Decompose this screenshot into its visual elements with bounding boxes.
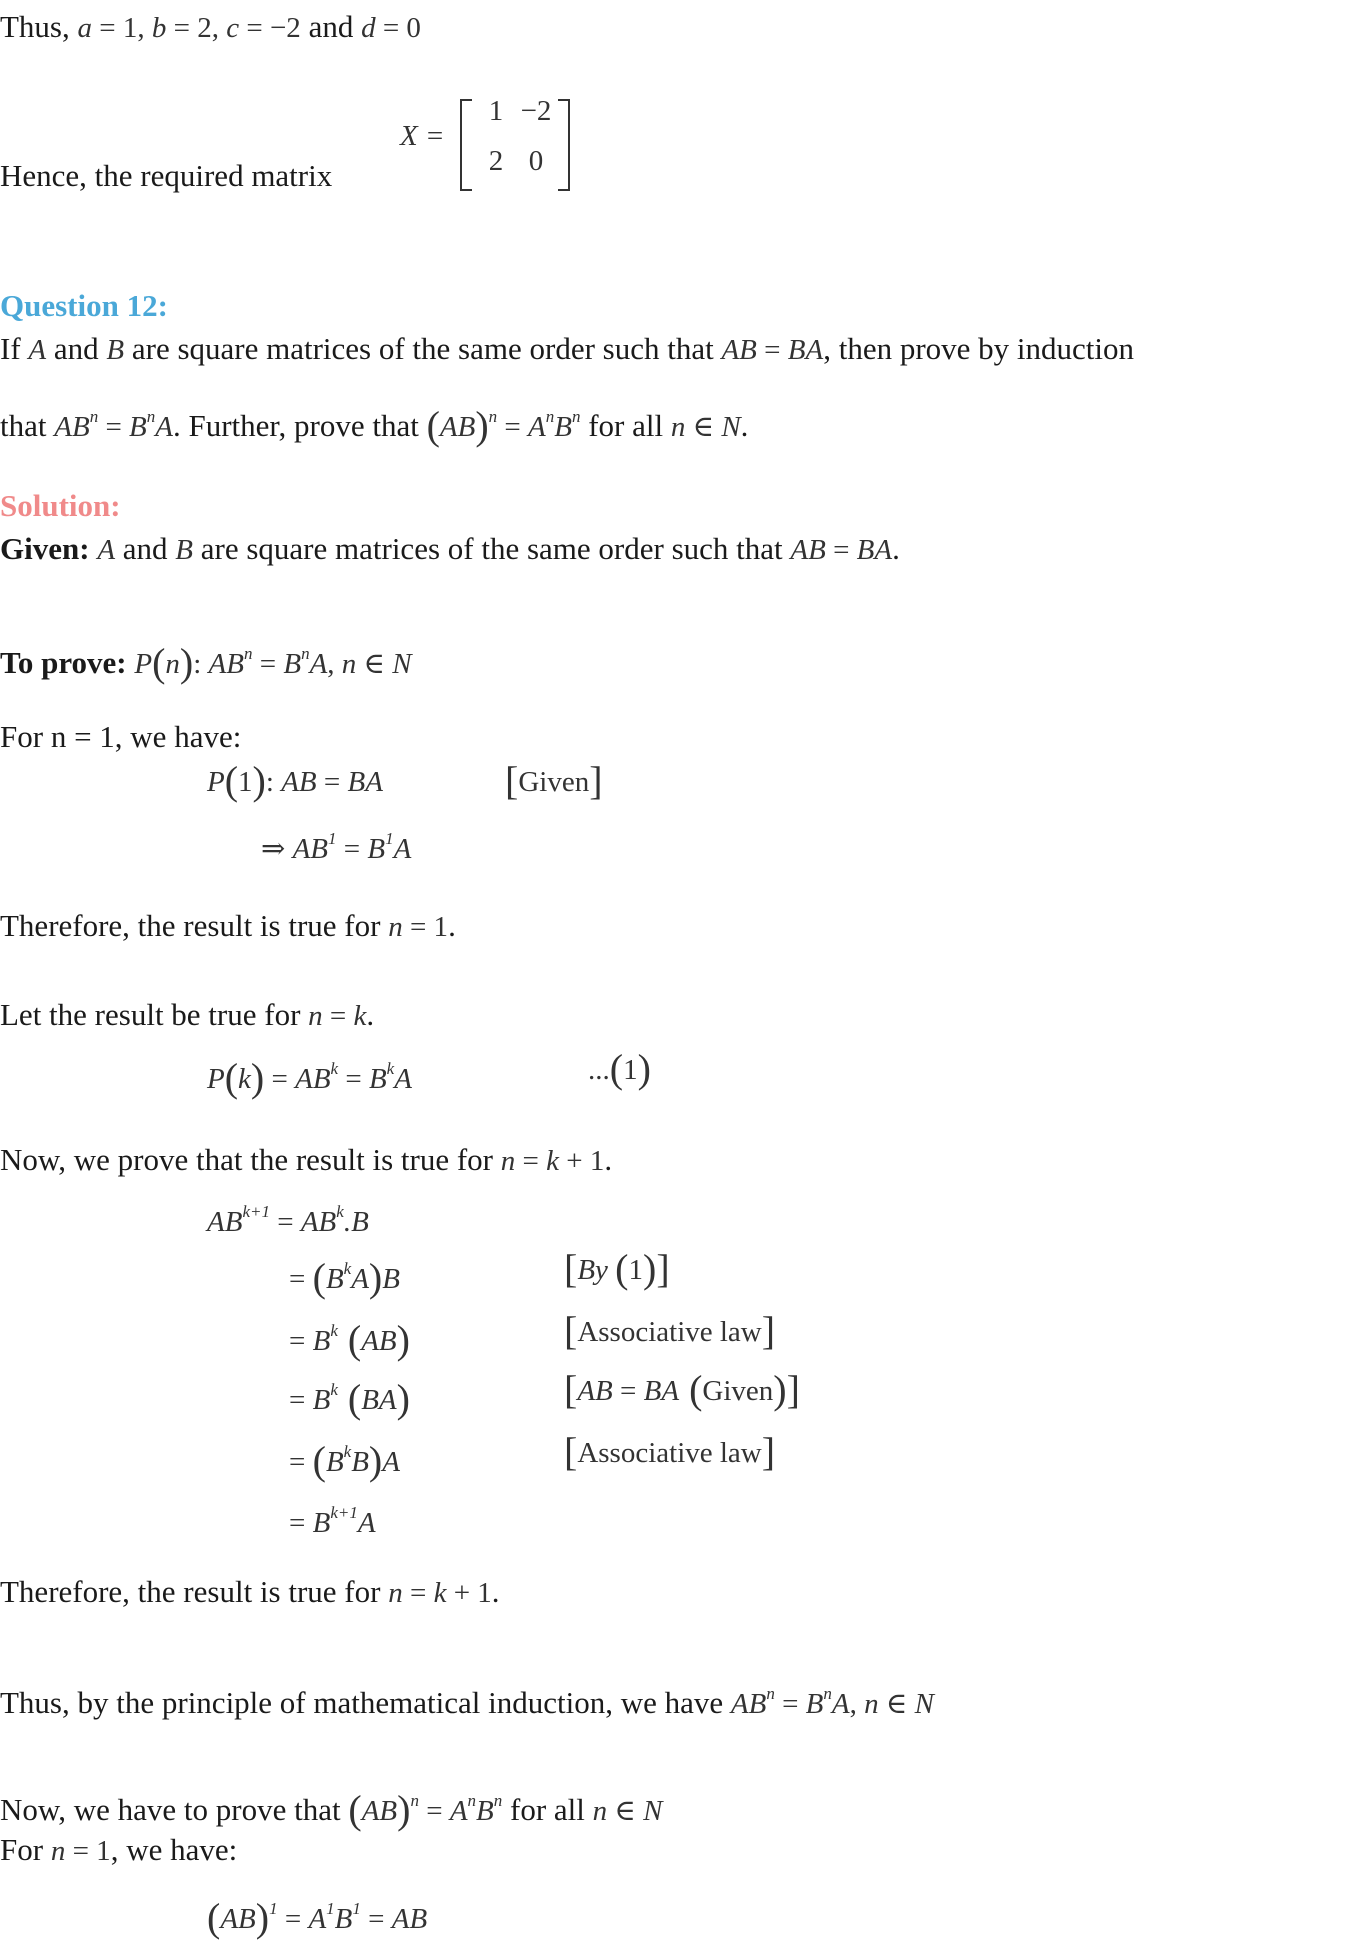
math-run: 1 [623,1054,638,1086]
math-run: AB [220,1903,256,1935]
text-run: Given: [0,531,98,566]
step-4 [289,1433,400,1481]
text-run: . [448,908,456,943]
second-for-n-1 [0,1831,237,1870]
assume-k [0,996,374,1035]
math-run: n [301,644,310,663]
math-run: ) [475,403,489,448]
math-run: ( [348,1787,362,1832]
text-run: , then prove by induction [823,331,1135,366]
math-run: N [392,648,412,680]
math-run: n [341,648,357,680]
math-run: B [312,1507,331,1539]
math-run: ) [368,1438,383,1483]
math-run: B [382,1263,400,1295]
math-run: = 1 [402,911,449,943]
math-run: ( [615,1246,629,1291]
step-3 [289,1371,410,1419]
math-run: n [146,407,156,426]
step-0 [207,1193,369,1241]
text-run: Thus, by the principle of mathematical induction, we have [0,1685,731,1720]
second-base [207,1890,427,1938]
math-run: n [500,1145,516,1177]
text-run: . [604,1142,613,1177]
math-run: k [330,1321,338,1340]
matrix-cell: −2 [520,95,552,127]
text-run: , we have: [110,1832,238,1867]
math-run: = [322,1000,354,1032]
math-run: B [175,534,194,566]
math-run: ] [761,1429,776,1474]
math-run: P [207,766,225,798]
reason-2 [564,1308,776,1353]
math-run: n [493,1791,503,1810]
math-run: n [592,1795,608,1827]
math-run: A [449,1795,468,1827]
math-run: n [823,1684,832,1703]
text-run: If [0,331,29,366]
math-run: n [545,407,555,426]
math-run: ( [337,1376,362,1421]
p1-reason [505,758,603,803]
prove-second [0,1782,662,1830]
math-run: ) [396,1376,410,1421]
math-run: = [418,1795,450,1827]
math-run: n [467,1791,477,1810]
math-run: k [343,1442,352,1461]
math-run: 1 [328,829,337,848]
p1-implies [261,820,411,868]
math-run: ∈ [685,411,722,443]
math-run: ] [656,1246,670,1291]
math-run: k [433,1577,447,1609]
question-line-1 [0,330,1134,369]
math-run: B [368,1063,387,1095]
pk-line [207,1050,412,1098]
text-run: Thus, [0,9,78,44]
matrix-cell: 2 [488,145,504,177]
math-run: AB [730,1688,767,1720]
math-run: ∈ [356,648,393,680]
given-line [0,530,900,569]
math-run: A [97,534,116,566]
text-run: . [366,997,375,1032]
true-for-k1 [0,1573,500,1612]
math-run: ... [588,1054,610,1086]
math-run: ] [589,758,603,803]
math-run: ( [312,1255,326,1300]
math-run: ) [255,1895,270,1940]
math-run: B [334,1903,353,1935]
text-run: for all [580,408,671,443]
reason-1 [564,1246,670,1291]
math-run: n [50,1835,66,1867]
matrix-cell: 0 [528,145,544,177]
text-run: For n = 1, we have: [0,719,242,754]
math-run: A [831,1688,850,1720]
math-run: + 1 [446,1577,492,1609]
math-run: = 1 [65,1835,111,1867]
math-run: n [388,1577,403,1609]
math-run: B [554,411,572,443]
math-run: ) [252,758,266,803]
for-n-1 [0,718,241,756]
math-run: A [357,1507,376,1539]
math-run: = [774,1688,806,1720]
math-run: 1 [385,829,394,848]
math-run: A [351,1263,369,1295]
math-run: B [351,1446,369,1478]
math-run: AB [361,1325,397,1357]
text-run: . [892,531,900,566]
question-heading [0,287,168,325]
text-run: To prove: [0,645,135,680]
math-run: [ [564,1246,578,1291]
math-run: ( [679,1367,703,1412]
math-run: = [316,766,348,798]
math-run: ) [643,1246,657,1291]
math-run: k [343,1259,352,1278]
math-run: AB [391,1903,428,1935]
math-run: k [238,1063,251,1095]
math-run: AB [721,334,757,366]
question-line-2 [0,398,748,446]
step-2 [289,1312,410,1360]
math-run: 1 [352,1899,361,1918]
math-run: .B [343,1206,369,1238]
math-run: k [330,1380,338,1399]
math-run: [ [564,1429,578,1474]
math-run: = [338,1063,369,1095]
text-run: and [300,9,362,44]
math-run: + 1 [558,1145,605,1177]
math-run: B [283,648,302,680]
math-run: = 2, [166,12,227,44]
math-run: Given [702,1375,774,1407]
math-run: AB [207,1206,243,1238]
math-run: = [289,1263,313,1295]
math-run: B [367,833,386,865]
math-run: [ [564,1308,578,1353]
math-run: = [360,1903,392,1935]
to-prove-line [0,635,412,683]
reason-4 [564,1429,776,1474]
math-run: BA [787,334,824,366]
math-run: = [252,648,284,680]
text-run: for all [502,1792,593,1827]
math-run: 1 [326,1899,335,1918]
math-run: B [129,411,147,443]
math-run: n [165,648,180,680]
math-run: AB [439,411,476,443]
math-run: = [269,1206,301,1238]
math-run: AB [54,411,90,443]
math-run: k [330,1059,339,1078]
text-run: that [0,408,55,443]
text-run: Therefore, the result is true for [0,1574,389,1609]
math-run: = [289,1325,313,1357]
math-run: B [106,334,125,366]
math-run: n [571,407,581,426]
math-run: B [325,1446,344,1478]
math-run: = [277,1903,309,1935]
math-run: 1 [269,1899,278,1918]
math-run: n [864,1688,879,1720]
right-bracket [558,99,570,191]
reason-3 [564,1367,800,1412]
math-run: ) [637,1046,651,1091]
math-run: k+1 [242,1202,270,1221]
math-run: = 0 [375,12,421,44]
text-run: Therefore, the result is true for [0,908,389,943]
math-run: ( [426,403,440,448]
math-run: P [207,1063,225,1095]
text-run: For [0,1832,51,1867]
math-run: 1 [238,766,253,798]
math-run: c [226,12,240,44]
math-run: ( [337,1317,362,1362]
math-run: k+1 [330,1503,358,1522]
math-run: AB [208,648,244,680]
section-heading: Solution: [0,488,121,523]
step-5 [289,1494,376,1542]
matrix-lhs: X = [400,120,445,152]
math-run: Given [518,766,590,798]
math-run: B [312,1325,331,1357]
math-run: k [336,1202,344,1221]
solution-heading [0,487,121,525]
math-run: ( [224,1055,239,1100]
text-run: Now, we prove that the result is true for [0,1142,501,1177]
text-run: Hence, the required matrix [0,158,333,193]
math-run: = [612,1375,644,1407]
matrix-cell: 1 [488,95,504,127]
math-run: ∈ [878,1688,915,1720]
text-run: . [491,1574,500,1609]
text-run: . Further, prove that [172,408,427,443]
math-run: = [289,1507,313,1539]
math-run: [ [505,758,519,803]
p1-line [207,758,383,803]
math-run: , [327,648,342,680]
math-run: b [151,12,167,44]
math-run: n [308,1000,323,1032]
true-for-1 [0,907,456,946]
math-run: AB [281,766,317,798]
math-run: B [325,1263,344,1295]
math-run: ( [312,1438,326,1483]
left-bracket [460,99,472,191]
math-run: BA [361,1384,397,1416]
math-run: n [388,911,403,943]
math-run: A [394,1063,412,1095]
math-run: : [265,766,282,798]
math-run: Associative law [577,1437,762,1469]
math-run: AB [300,1206,337,1238]
text-run: are square matrices of the same order such that [193,531,791,566]
text-run: are square matrices of the same order such that [124,331,722,366]
math-run: n [89,407,99,426]
math-run: By [577,1254,616,1286]
math-run: ) [368,1255,383,1300]
math-run: AB [292,833,328,865]
math-run: k [353,1000,367,1032]
math-run: k [386,1059,395,1078]
thus-values [0,8,421,47]
math-run: ) [773,1367,787,1412]
math-run: N [643,1795,663,1827]
step-1 [289,1250,400,1298]
math-run: = [289,1384,313,1416]
math-run: = [402,1577,434,1609]
math-run: ) [396,1317,410,1362]
math-run: ] [761,1308,776,1353]
math-run: ) [179,640,194,685]
math-run: = [825,534,857,566]
math-run: B [312,1384,331,1416]
math-run: P [134,648,153,680]
math-run: d [361,12,376,44]
math-run: = 1, [92,12,152,44]
induction-conclusion [0,1675,934,1723]
math-run: = [98,411,130,443]
section-heading: Question 12: [0,288,168,323]
math-run: N [914,1688,934,1720]
math-run: = [497,411,529,443]
pk-label [588,1046,651,1091]
text-run: Let the result be true for [0,997,309,1032]
math-run: ] [786,1367,800,1412]
math-run: BA [643,1375,680,1407]
math-run: ⇒ [261,833,293,865]
math-run: = [515,1145,547,1177]
math-run: : [193,648,209,680]
math-run: A [528,411,546,443]
math-run: ) [397,1787,411,1832]
text-run: and [115,531,176,566]
math-run: A [393,833,412,865]
math-run: = −2 [239,12,301,44]
math-run: B [805,1688,824,1720]
math-run: n [670,411,686,443]
math-run: AB [577,1375,613,1407]
math-run: ) [250,1055,265,1100]
math-run: n [766,1684,775,1703]
math-run: BA [347,766,383,798]
math-run: A [28,334,47,366]
math-run: [ [564,1367,578,1412]
math-run: = [336,833,368,865]
math-run: A [155,411,173,443]
text-run: . [740,408,749,443]
math-run: BA [856,534,893,566]
math-run: k [546,1145,559,1177]
math-run: N [721,411,741,443]
math-run: A [308,1903,327,1935]
math-run: AB [790,534,826,566]
math-run: ( [224,758,239,803]
math-run: = [289,1446,313,1478]
math-run: n [243,644,253,663]
math-run: = [264,1063,296,1095]
math-run: = [756,334,788,366]
math-run: A [382,1446,400,1478]
math-run: A [309,648,328,680]
hence-matrix [0,157,332,195]
math-run: ( [609,1046,624,1091]
now-prove-k1 [0,1141,612,1180]
math-run: 1 [628,1254,643,1286]
math-run: ∈ [607,1795,644,1827]
math-run: ( [207,1895,221,1940]
math-run: n [488,407,498,426]
math-run: B [476,1795,494,1827]
math-run: Associative law [577,1316,762,1348]
math-run: n [410,1791,419,1810]
math-run: AB [295,1063,331,1095]
math-run: AB [361,1795,398,1827]
text-run: Now, we have to prove that [0,1792,349,1827]
math-run: , [849,1688,865,1720]
math-run: ( [152,640,166,685]
math-run: a [77,12,92,44]
text-run: and [46,331,107,366]
